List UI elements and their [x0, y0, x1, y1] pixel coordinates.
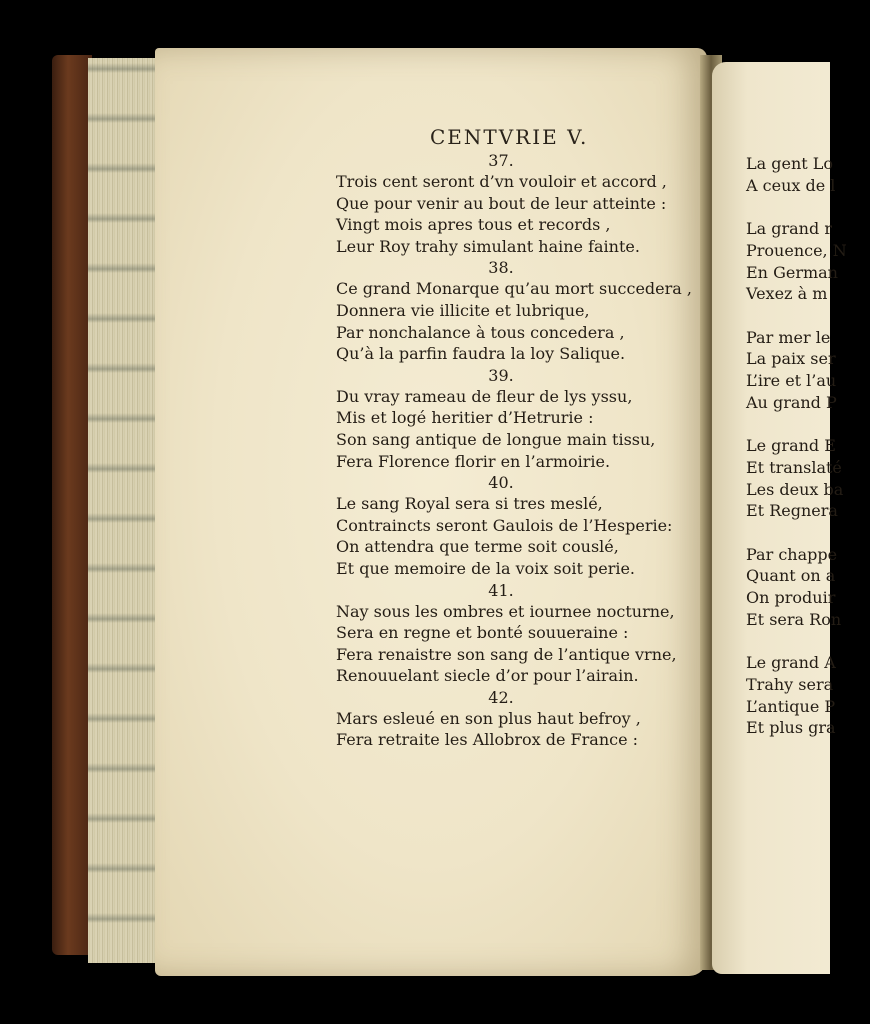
verse-line: Mars esleué en son plus haut befroy ,	[336, 708, 641, 728]
right-verse-line: Le grand E	[746, 436, 836, 456]
verse-line: Nay sous les ombres et iournee nocturne,	[336, 601, 675, 621]
book-cover	[52, 55, 92, 955]
right-verse-line: Quant on a	[746, 566, 836, 586]
verse-line: Son sang antique de longue main tissu,	[336, 429, 656, 449]
verse-line: Le sang Royal sera si tres meslé,	[336, 494, 603, 514]
stanza-number: 38.	[488, 258, 514, 278]
right-verse-line: Par mer le	[746, 327, 831, 347]
right-verse-line: Prouence, N	[746, 240, 847, 260]
right-verse-line: Et plus gra	[746, 718, 836, 738]
verse-line: Et que memoire de la voix soit perie.	[336, 558, 636, 578]
verse-line: On attendra que terme soit couslé,	[336, 537, 619, 557]
right-verse-line: Les deux ba	[746, 479, 844, 499]
verse-line: Leur Roy trahy simulant haine fainte.	[336, 236, 640, 256]
verse-line: Fera retraite les Allobrox de France :	[336, 730, 639, 750]
verse-line: Qu’à la parfin faudra la loy Salique.	[336, 344, 626, 364]
verse-line: Vingt mois apres tous et records ,	[336, 215, 611, 235]
right-verse-line: L’ire et l’au	[746, 371, 837, 390]
right-verse-line: Et Regnera	[746, 501, 838, 521]
right-verse-line: Le grand A	[746, 653, 836, 673]
stanza-number: 40.	[488, 473, 514, 493]
verse-block	[336, 150, 692, 751]
verse-line: Donnera vie illicite et lubrique,	[336, 300, 590, 320]
right-verse-line: Et translaté	[746, 457, 842, 477]
verse-line: Mis et logé heritier d’Hetrurie :	[336, 408, 594, 428]
verse-line: Trois cent seront d’vn vouloir et accord ,	[336, 172, 667, 191]
right-page	[712, 62, 847, 974]
right-verse-line: Vexez à m	[746, 284, 828, 304]
right-verse-line: Trahy sera	[746, 674, 834, 694]
right-verse-line: La gent Lo	[746, 154, 834, 173]
verse-line: Fera Florence florir en l’armoirie.	[336, 451, 611, 471]
verse-line: Ce grand Monarque qu’au mort succedera ,	[336, 279, 692, 299]
verse-line: Fera renaistre son sang de l’antique vrne,	[336, 644, 677, 664]
verse-line: Renouuelant siecle d’or pour l’airain.	[336, 666, 639, 686]
right-verse-line: Au grand P	[746, 392, 837, 412]
stanza-number: 42.	[488, 687, 514, 707]
verse-line: Sera en regne et bonté souueraine :	[336, 623, 629, 643]
stanza-number: 39.	[488, 365, 514, 385]
right-verse-line: On produir	[746, 588, 836, 607]
stanza-number: 41.	[488, 580, 514, 600]
verse-line: Que pour venir au bout de leur atteinte :	[336, 193, 667, 213]
right-verse-line: En German	[746, 262, 838, 282]
right-verse-line: Par chappe	[746, 544, 838, 564]
verse-line: Du vray rameau de fleur de lys yssu,	[336, 386, 633, 406]
right-verse-line: La grand r	[746, 219, 832, 239]
right-verse-line: A ceux de l	[746, 175, 836, 195]
page-header: CENTVRIE V.	[430, 125, 589, 149]
verse-line: Contraincts seront Gaulois de l’Hesperie:	[336, 515, 673, 535]
right-verse-line: Et sera Ron	[746, 609, 842, 629]
stanza-number: 37.	[488, 151, 514, 170]
verse-line: Par nonchalance à tous concedera ,	[336, 322, 625, 342]
right-verse-line: L’antique P	[746, 696, 836, 716]
right-verse-line: La paix ser	[746, 349, 836, 369]
